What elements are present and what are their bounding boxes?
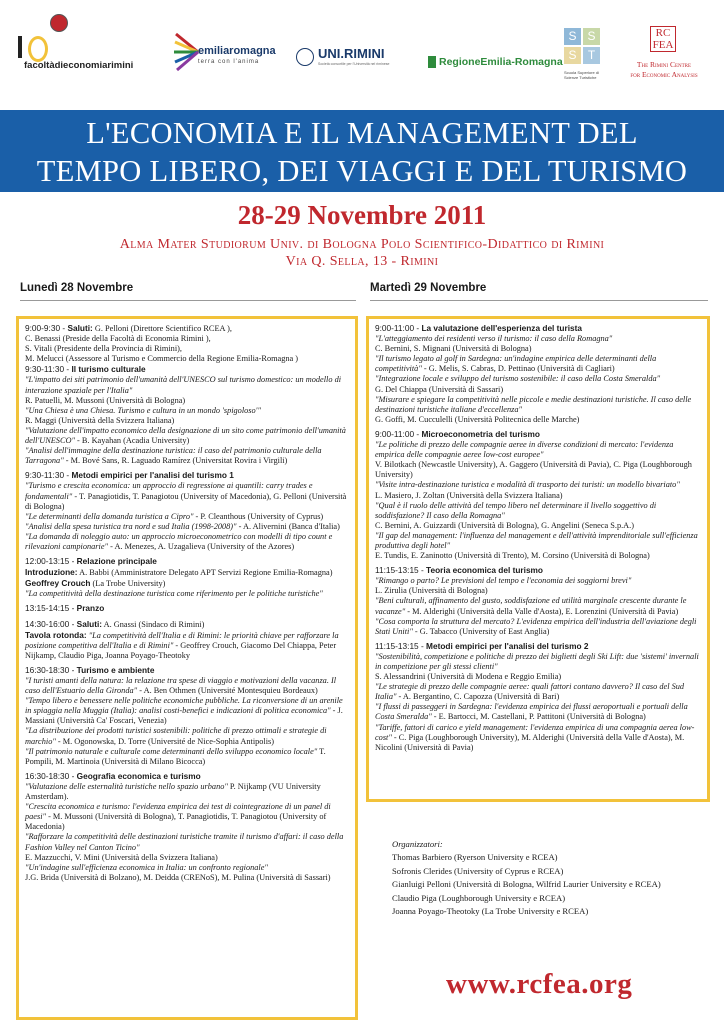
program-entry (25, 726, 349, 746)
program-italic: "Il gap del management: l'influenza del management e dell'attività imprenditoriale sull'efficienza produttiva degli hotel" (375, 530, 698, 550)
program-text: R. Patuelli, M. Mussoni (Università di Bologna) (25, 395, 186, 405)
program-text: M. Melucci (Assessore al Turismo e Commercio della Regione Emilia-Romagna ) (25, 354, 299, 364)
emilia-logo-sub: terra con l'anima (198, 59, 260, 65)
program-entry (25, 747, 349, 767)
program-italic: "Tariffe, fattori di carico e yield management: l'evidenza empirica di una compagnia aerea low-cost" (375, 722, 695, 742)
program-entry (25, 802, 349, 832)
program-entry (25, 470, 349, 481)
program-text: - C. Piga (Loughborough University), M. Alderighi (Università della Valle d'Aosta), M. Nicolini (Università di Pavia) (375, 732, 685, 752)
program-italic: "Turismo e crescita economica: un approccio di regressione ai quantili: carry trades e fondamentali" (25, 481, 313, 501)
program-bold: Geografia economica e turismo (76, 770, 201, 781)
day1-divider (20, 300, 356, 301)
rcfea-mark: RC FEA (650, 26, 676, 52)
program-italic: "Integrazione locale e sviluppo del turismo sostenibile: il caso della Costa Smeralda" (375, 374, 661, 384)
program-entry (375, 672, 701, 682)
program-time: 9:00-11:00 - (375, 428, 422, 439)
program-entry (25, 853, 349, 863)
program-bold: Metodi empirici per l'analisi del turismo 2 (426, 640, 589, 651)
program-bold: Il turismo culturale (71, 364, 146, 375)
program-bold: Saluti: (67, 323, 93, 333)
day2-heading: Martedì 29 Novembre (370, 282, 487, 294)
program-italic: "Rafforzare la competitività delle destinazioni turistiche tramite il turismo d'affari: il caso della Fashion Valley nel Canton Ticino" (25, 832, 344, 852)
program-entry (375, 334, 701, 344)
program-entry (375, 480, 701, 490)
organizer-item: Gianluigi Pelloni (Università di Bologna, Wilfrid Laurier University e RCEA) (392, 879, 661, 890)
program-entry (25, 446, 349, 466)
program-entry (25, 696, 349, 726)
program-entry (25, 782, 349, 802)
program-italic: "Crescita economica e turismo: l'evidenza empirica dei test di cointegrazione di un panel di paesi" (25, 802, 331, 822)
program-text: (La Trobe University) (90, 579, 166, 589)
program-entry (25, 619, 349, 630)
emiliaromagna-logo (174, 28, 284, 88)
program-text: T. Pompili, M. Martinoia (Università di Milano Bicocca) (25, 746, 326, 766)
program-text: C. Benassi (Preside della Facoltà di Economia Rimini ), (25, 334, 211, 344)
emiliaromagna-sunburst-icon (174, 30, 200, 74)
program-entry (25, 532, 349, 552)
facolta-logo (14, 14, 164, 74)
program-time: 14:30-16:00 - (25, 618, 77, 629)
unirimini-logo-sub: Società consortile per l'Università nel riminese (318, 62, 390, 66)
program-text: E. Tundis, E. Zaninotto (Università di Trento), M. Corsino (Università di Bologna) (375, 551, 650, 561)
program-italic: "I turisti amanti della natura: la relazione tra spese di viaggio e motivazioni della vacanza. Il caso dell'Estuario della Gironda" (25, 676, 337, 696)
program-time: 16:30-18:30 - (25, 770, 77, 781)
regione-logo-text: RegioneEmilia-Romagna (439, 56, 563, 68)
program-entry (25, 863, 349, 873)
program-italic: "L'impatto dei siti patrimonio dell'umanità dell'UNESCO sul turismo domestico: un modello di interazione spaziale per l'Italia" (25, 375, 342, 395)
program-bold: Introduzione: (25, 567, 78, 578)
program-entry (375, 565, 701, 576)
program-entry (375, 344, 701, 354)
program-entry (375, 576, 701, 586)
program-italic: "Una Chiesa è una Chiesa. Turismo e cultura in un mondo 'spigoloso'" (25, 405, 261, 415)
website-link[interactable]: www.rcfea.org (446, 968, 633, 1000)
venue-line-1: Alma Mater Studiorum Univ. di Bologna Polo Scientifico-Didattico di Rimini (119, 237, 605, 252)
program-italic: "L'atteggiamento dei residenti verso il turismo: il caso della Romagna" (375, 334, 613, 344)
program-entry (25, 334, 349, 344)
program-entry (375, 617, 701, 637)
program-time: 12:00-13:15 - (25, 556, 77, 567)
ssst-letter: S (564, 28, 581, 45)
program-italic: "Analisi dell'immagine della destinazione turistica: il caso del patrimonio culturale della Tarragona" (25, 446, 322, 466)
program-italic: "Le politiche di prezzo delle compagnie aeree in diverse condizioni di mercato: l'evidenza empirica delle compagnie aeree low-cost europee" (375, 440, 674, 460)
program-bold: Teoria economica del turismo (426, 565, 544, 576)
program-time: 13:15-14:15 - (25, 603, 77, 614)
unirimini-logo (296, 46, 412, 76)
program-italic: "Misurare e spiegare la competitività nelle piccole e medie destinazioni turistiche. Il caso delle destinazioni turistiche italiane d'eccellenza" (375, 394, 692, 414)
program-time: 9:00-11:00 - (375, 323, 422, 333)
program-entry (25, 676, 349, 696)
program-italic: "Rimango o parto? Le previsioni del tempo e l'economia dei soggiorni brevi" (375, 576, 632, 586)
program-text: - M. Mussoni (Università di Bologna), T. Panagiotidis, T. Panagiotou (University of Macedonia) (25, 812, 327, 832)
program-text: - Geoffrey Crouch, Giacomo Del Chiappa, Peter Nijkamp, Claudio Piga, Joanna Poyago-Theotoky (25, 640, 337, 660)
ssst-grid-icon (564, 28, 600, 64)
program-entry (25, 567, 349, 578)
program-italic: "Cosa comporta la struttura del mercato? L'evidenza empirica dell'industria dell'aviazione degli Stati Uniti" (375, 616, 697, 636)
event-date: 28-29 Novembre 2011 (237, 200, 487, 230)
program-entry (25, 589, 349, 599)
program-italic: "Analisi della spesa turistica tra nord e sud Italia (1998-2008)" (25, 521, 237, 531)
organizer-item: Sofronis Clerides (University of Cyprus e RCEA) (392, 865, 564, 876)
program-entry (375, 521, 701, 531)
organizers (392, 838, 692, 918)
program-entry (375, 374, 701, 384)
program-text: - M. Ogonowska, D. Torre (Université de Nice-Sophia Antipolis) (55, 736, 275, 746)
facolta-logo-text: facoltàdieconomiarimini (24, 60, 134, 71)
program-entry (25, 396, 349, 406)
rcfea-logo (614, 26, 714, 96)
program-entry (25, 771, 349, 782)
program-text: - A. Alivernini (Banca d'Italia) (236, 521, 340, 531)
program-text: - B. Kayahan (Acadia University) (74, 436, 190, 446)
day1-program (16, 316, 358, 1020)
program-time: 11:15-13:15 - (375, 640, 427, 651)
program-entry (375, 531, 701, 551)
program-entry (25, 512, 349, 522)
venue (0, 236, 724, 270)
program-entry (25, 354, 349, 364)
program-text: P. Nijkamp (VU University Amsterdam). (25, 781, 321, 802)
program-entry (25, 522, 349, 532)
program-text: L. Zirulia (Università di Bologna) (375, 586, 488, 596)
program-time: 11:15-13:15 - (375, 565, 427, 576)
ssst-logo-sub: Scuola Superiore di Scienze Turistiche (564, 70, 599, 80)
program-entry (375, 415, 701, 425)
title-line-1: L'ECONOMIA E IL MANAGEMENT DEL (86, 116, 638, 150)
program-bold: Geoffrey Crouch (25, 578, 91, 589)
day1-heading: Lunedì 28 Novembre (20, 282, 134, 294)
program-italic: "Un'indagine sull'efficienza economica in Italia: un confronto regionale" (25, 862, 268, 872)
program-entry (375, 641, 701, 652)
program-entry (375, 501, 701, 521)
program-text: A. Babbi (Amministratore Delegato APT Servizi Regione Emilia-Romagna) (77, 568, 333, 578)
program-italic: "La distribuzione dei prodotti turistici sostenibili: politiche di prezzo ottimali e strategie di marchio" (25, 726, 327, 746)
program-text: - M. Alderighi (Università della Valle d'Aosta), E. Lorenzini (Università di Pavia) (405, 606, 679, 616)
program-italic: "Il patrimonio naturale e culturale come determinanti dello sviluppo economico locale" (25, 746, 318, 756)
program-text: - T. Panagiotidis, T. Panagiotou (University of Macedonia), G. Pelloni (Università di Bologna) (25, 491, 347, 511)
program-text: - A. Menezes, A. Uzagalieva (University of the Azores) (108, 541, 295, 551)
program-entry (375, 596, 701, 616)
program-bold: Tavola rotonda: (25, 629, 87, 640)
program-entry (25, 344, 349, 354)
program-bold: La valutazione dell'esperienza del turista (421, 323, 583, 333)
program-text: - A. Ben Othmen (Université Montesquieu Bordeaux) (137, 686, 318, 696)
program-entry (25, 426, 349, 446)
program-entry (25, 375, 349, 395)
program-entry (375, 385, 701, 395)
unirimini-seal-icon (296, 48, 314, 66)
title-banner (0, 110, 724, 192)
program-text: L. Masiero, J. Zoltan (Università della Svizzera Italiana) (375, 490, 563, 500)
organizer-item: Claudio Piga (Loughborough University e RCEA) (392, 892, 566, 903)
ssst-letter: T (583, 47, 600, 64)
regione-logo (428, 54, 563, 72)
ssst-letter: S (583, 28, 600, 45)
program-text: - P. Cleanthous (University of Cyprus) (193, 511, 324, 521)
program-italic: "Sostenibilità, competizione e politiche di prezzo dei biglietti degli Ski Lift: due 'sistemi' invernali in competizione per gli stessi clienti" (375, 651, 699, 671)
program-entry (25, 556, 349, 567)
program-entry (25, 873, 349, 883)
program-text: - J. Massiani (Università Ca' Foscari, Venezia) (25, 706, 343, 726)
program-italic: "Visite intra-destinazione turistica e modalità di trasporto dei turisti: un modello bivariato" (375, 480, 680, 490)
program-bold: Metodi empirici per l'analisi del turismo 1 (71, 470, 234, 481)
ssst-logo (564, 28, 604, 98)
program-italic: "Qual è il ruolo delle attività del tempo libero nel determinare il livello soggettivo di soddisfazione? Il caso della Romagna" (375, 500, 657, 520)
program-text: - G. Melis, S. Cabras, D. Pettinao (Università di Cagliari) (421, 364, 615, 374)
organizers-heading: Organizzatori: (392, 839, 443, 849)
program-text: - G. Tabacco (University of East Anglia) (412, 626, 550, 636)
program-italic: "Valutazione dell'impatto economico della designazione di un sito come patrimonio dell'umanità dell'UNESCO" (25, 425, 346, 446)
program-italic: "La domanda di noleggio auto: un approccio microeconometrico con modelli di tipo count e rilevazioni campionarie" (25, 531, 333, 551)
program-entry (25, 603, 349, 614)
program-text: A. Gnassi (Sindaco di Rimini) (102, 619, 205, 629)
program-text: E. Mazzucchi, V. Mini (Università della Svizzera Italiana) (25, 852, 218, 862)
program-entry (375, 460, 701, 480)
program-text: J.G. Brida (Università di Bolzano), M. Deidda (CRENoS), M. Pulina (Università di Sassari) (25, 872, 331, 882)
program-italic: "Valutazione delle esternalità turistiche nello spazio urbano" (25, 781, 228, 791)
program-entry (25, 578, 349, 589)
program-italic: "Le strategie di prezzo delle compagnie aeree: quali fattori contano davvero? Il caso del Sud Italia" (375, 682, 685, 702)
rcfea-name-line1: The Rimini Centre (636, 60, 692, 69)
program-bold: Relazione principale (76, 556, 157, 567)
program-italic: "I flussi di passeggeri in Sardegna: l'evidenza empirica dei flussi aeroportuali e portuali della Costa Smeralda" (375, 702, 688, 722)
program-time: 16:30-18:30 - (25, 664, 77, 675)
program-italic: "Beni culturali, affinamento del gusto, soddisfazione ed utilità marginale crescente durante le vacanze" (375, 596, 687, 616)
program-bold: Pranzo (76, 603, 105, 614)
program-bold: Microeconometria del turismo (421, 428, 540, 439)
program-italic: "Le determinanti della domanda turistica a Cipro" (25, 511, 194, 521)
day2-divider (370, 300, 708, 301)
ssst-letter: S (564, 47, 581, 64)
program-text: S. Vitali (Presidente della Provincia di Rimini), (25, 344, 182, 354)
ten-mark-icon (18, 34, 52, 60)
program-text: - M. Bové Sans, R. Laguado Ramírez (Universitat Rovira i Virgili) (63, 456, 288, 466)
program-text: C. Bernini, S. Mignani (Università di Bologna) (375, 344, 532, 354)
program-text: C. Bernini, A. Guizzardi (Università di Bologna), G. Angelini (Seneca S.p.A.) (375, 520, 634, 530)
program-entry (375, 551, 701, 561)
program-italic: "Tempo libero e benessere nelle politiche economiche pubbliche. La riconversione di un arenile in spiaggia nella Muggia (Italia): analisi costi-benefici e indicazioni di politica economica" (25, 696, 343, 716)
program-entry (375, 702, 701, 722)
program-text: G. Pelloni (Direttore Scientifico RCEA ), (92, 324, 232, 333)
program-entry (375, 395, 701, 415)
program-entry (25, 665, 349, 676)
program-entry (375, 491, 701, 501)
program-text: S. Alessandrini (Università di Modena e Reggio Emilia) (375, 672, 562, 682)
program-time: 9:00-9:30 - (25, 323, 68, 333)
program-entry (375, 586, 701, 596)
program-entry (25, 323, 349, 334)
organizer-item: Thomas Barbiero (Ryerson University e RCEA) (392, 852, 558, 863)
unirimini-logo-text: UNI.RIMINI (318, 46, 385, 61)
program-text: - E. Bartocci, M. Castellani, P. Pattitoni (Università di Bologna) (431, 712, 646, 722)
organizer-item: Joanna Poyago-Theotoky (La Trobe University e RCEA) (392, 906, 589, 917)
program-italic: "Il turismo legato al golf in Sardegna: un'indagine empirica delle determinanti della competitività" (375, 354, 657, 374)
program-entry (375, 440, 701, 460)
program-entry (375, 652, 701, 672)
day2-program (366, 316, 710, 802)
emilia-logo-text: emiliaromagna (198, 45, 276, 57)
program-text: - A. Bergantino, C. Capozza (Università di Bari) (396, 692, 560, 702)
program-time: 9:30-11:30 - (25, 364, 72, 375)
program-bold: Turismo e ambiente (76, 664, 155, 675)
program-entry (25, 481, 349, 511)
program-entry (25, 406, 349, 416)
program-bold: Saluti: (76, 618, 103, 629)
rcfea-name-line2: for Economic Analysis (630, 70, 698, 79)
title-line-2: TEMPO LIBERO, DEI VIAGGI E DEL TURISMO (36, 154, 688, 188)
program-text: R. Maggi (Università della Svizzera Italiana) (25, 415, 175, 425)
regione-flag-icon (428, 56, 436, 68)
program-entry (375, 323, 701, 334)
program-entry (375, 354, 701, 374)
logo-strip (0, 0, 724, 108)
program-entry (25, 630, 349, 661)
program-text: G. Del Chiappa (Università di Sassari) (375, 384, 504, 394)
program-entry (25, 832, 349, 852)
program-entry (25, 416, 349, 426)
program-text: G. Goffi, M. Cucculelli (Università Politecnica delle Marche) (375, 414, 580, 424)
program-italic: "La competitività dell'Italia e di Rimini: le priorità chiave per rafforzare la posizione competitiva dell'Italia e di Rimini" (25, 630, 339, 650)
unibo-seal-icon (50, 14, 68, 32)
program-entry (375, 429, 701, 440)
program-time: 9:30-11:30 - (25, 470, 72, 481)
program-entry (375, 723, 701, 753)
program-entry (25, 364, 349, 375)
program-entry (375, 682, 701, 702)
program-text: V. Bilotkach (Newcastle University), A. Gaggero (Università di Pavia), C. Piga (Loughborough University) (375, 460, 692, 480)
program-italic: "La competitività della destinazione turistica come riferimento per le politiche turistiche" (25, 589, 323, 599)
venue-line-2: Via Q. Sella, 13 - Rimini (285, 254, 439, 269)
